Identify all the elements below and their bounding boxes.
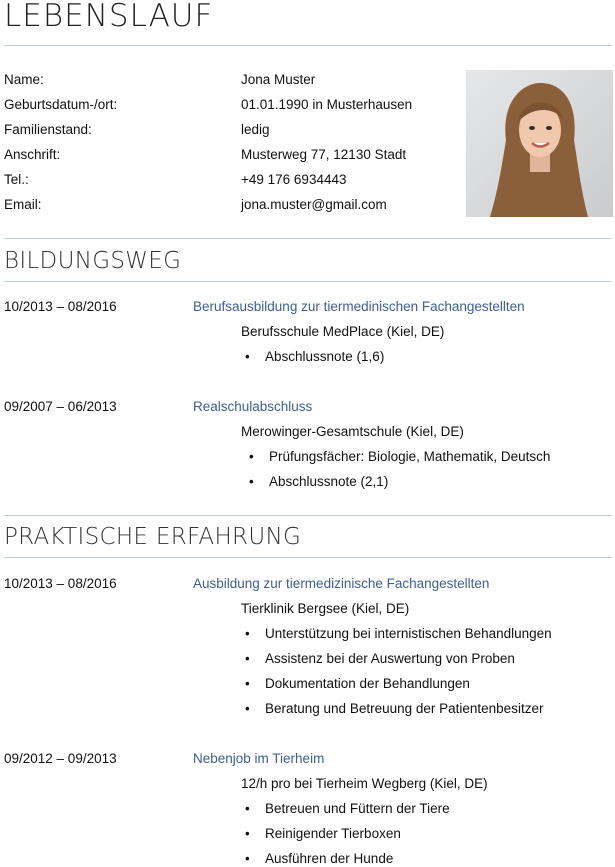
page-title: LEBENSLAUF bbox=[4, 0, 214, 34]
entry-period: 09/2007 – 06/2013 bbox=[4, 399, 117, 414]
list-item: • Unterstützung bei internistischen Behandlungen bbox=[265, 626, 552, 641]
list-item: • Abschlussnote (2,1) bbox=[269, 474, 388, 489]
list-item: • Abschlussnote (1,6) bbox=[265, 349, 384, 364]
value-status: ledig bbox=[241, 122, 270, 137]
divider bbox=[4, 45, 612, 46]
value-birth: 01.01.1990 in Musterhausen bbox=[241, 97, 413, 112]
divider bbox=[4, 515, 612, 516]
label-phone: Tel.: bbox=[4, 172, 29, 187]
label-status: Familienstand: bbox=[4, 122, 92, 137]
entry-period: 10/2013 – 08/2016 bbox=[4, 299, 117, 314]
value-phone: +49 176 6934443 bbox=[241, 172, 347, 187]
entry-period: 09/2012 – 09/2013 bbox=[4, 751, 117, 766]
list-item: • Ausführen der Hunde bbox=[265, 851, 393, 866]
profile-photo bbox=[466, 70, 613, 217]
divider bbox=[4, 281, 612, 282]
entry-title: Nebenjob im Tierheim bbox=[193, 751, 325, 766]
label-name: Name: bbox=[4, 72, 44, 87]
list-item: • Beratung und Betreuung der Patientenbesitzer bbox=[265, 701, 543, 716]
divider bbox=[4, 557, 612, 558]
entry-period: 10/2013 – 08/2016 bbox=[4, 576, 117, 591]
divider bbox=[4, 238, 612, 239]
entry-institution: 12/h pro bei Tierheim Wegberg (Kiel, DE) bbox=[241, 776, 488, 791]
label-email: Email: bbox=[4, 197, 42, 212]
entry-institution: Berufsschule MedPlace (Kiel, DE) bbox=[241, 324, 445, 339]
entry-title: Realschulabschluss bbox=[193, 399, 313, 414]
list-item: • Assistenz bei der Auswertung von Proben bbox=[265, 651, 515, 666]
portrait-illustration bbox=[466, 70, 613, 217]
list-item: • Dokumentation der Behandlungen bbox=[265, 676, 470, 691]
entry-title: Berufsausbildung zur tiermedinischen Fachangestellten bbox=[193, 299, 525, 314]
list-item: • Prüfungsfächer: Biologie, Mathematik, Deutsch bbox=[269, 449, 550, 464]
entry-title: Ausbildung zur tiermedizinische Fachangestellten bbox=[193, 576, 490, 591]
section-heading-education: BILDUNGSWEG bbox=[4, 248, 182, 274]
entry-institution: Tierklinik Bergsee (Kiel, DE) bbox=[241, 601, 410, 616]
list-item: • Reinigender Tierboxen bbox=[265, 826, 401, 841]
label-birth: Geburtsdatum-/ort: bbox=[4, 97, 118, 112]
value-name: Jona Muster bbox=[241, 72, 316, 87]
section-heading-experience: PRAKTISCHE ERFAHRUNG bbox=[4, 524, 302, 550]
value-address: Musterweg 77, 12130 Stadt bbox=[241, 147, 407, 162]
label-address: Anschrift: bbox=[4, 147, 61, 162]
entry-institution: Merowinger-Gesamtschule (Kiel, DE) bbox=[241, 424, 464, 439]
list-item: • Betreuen und Füttern der Tiere bbox=[265, 801, 450, 816]
value-email: jona.muster@gmail.com bbox=[241, 197, 387, 212]
